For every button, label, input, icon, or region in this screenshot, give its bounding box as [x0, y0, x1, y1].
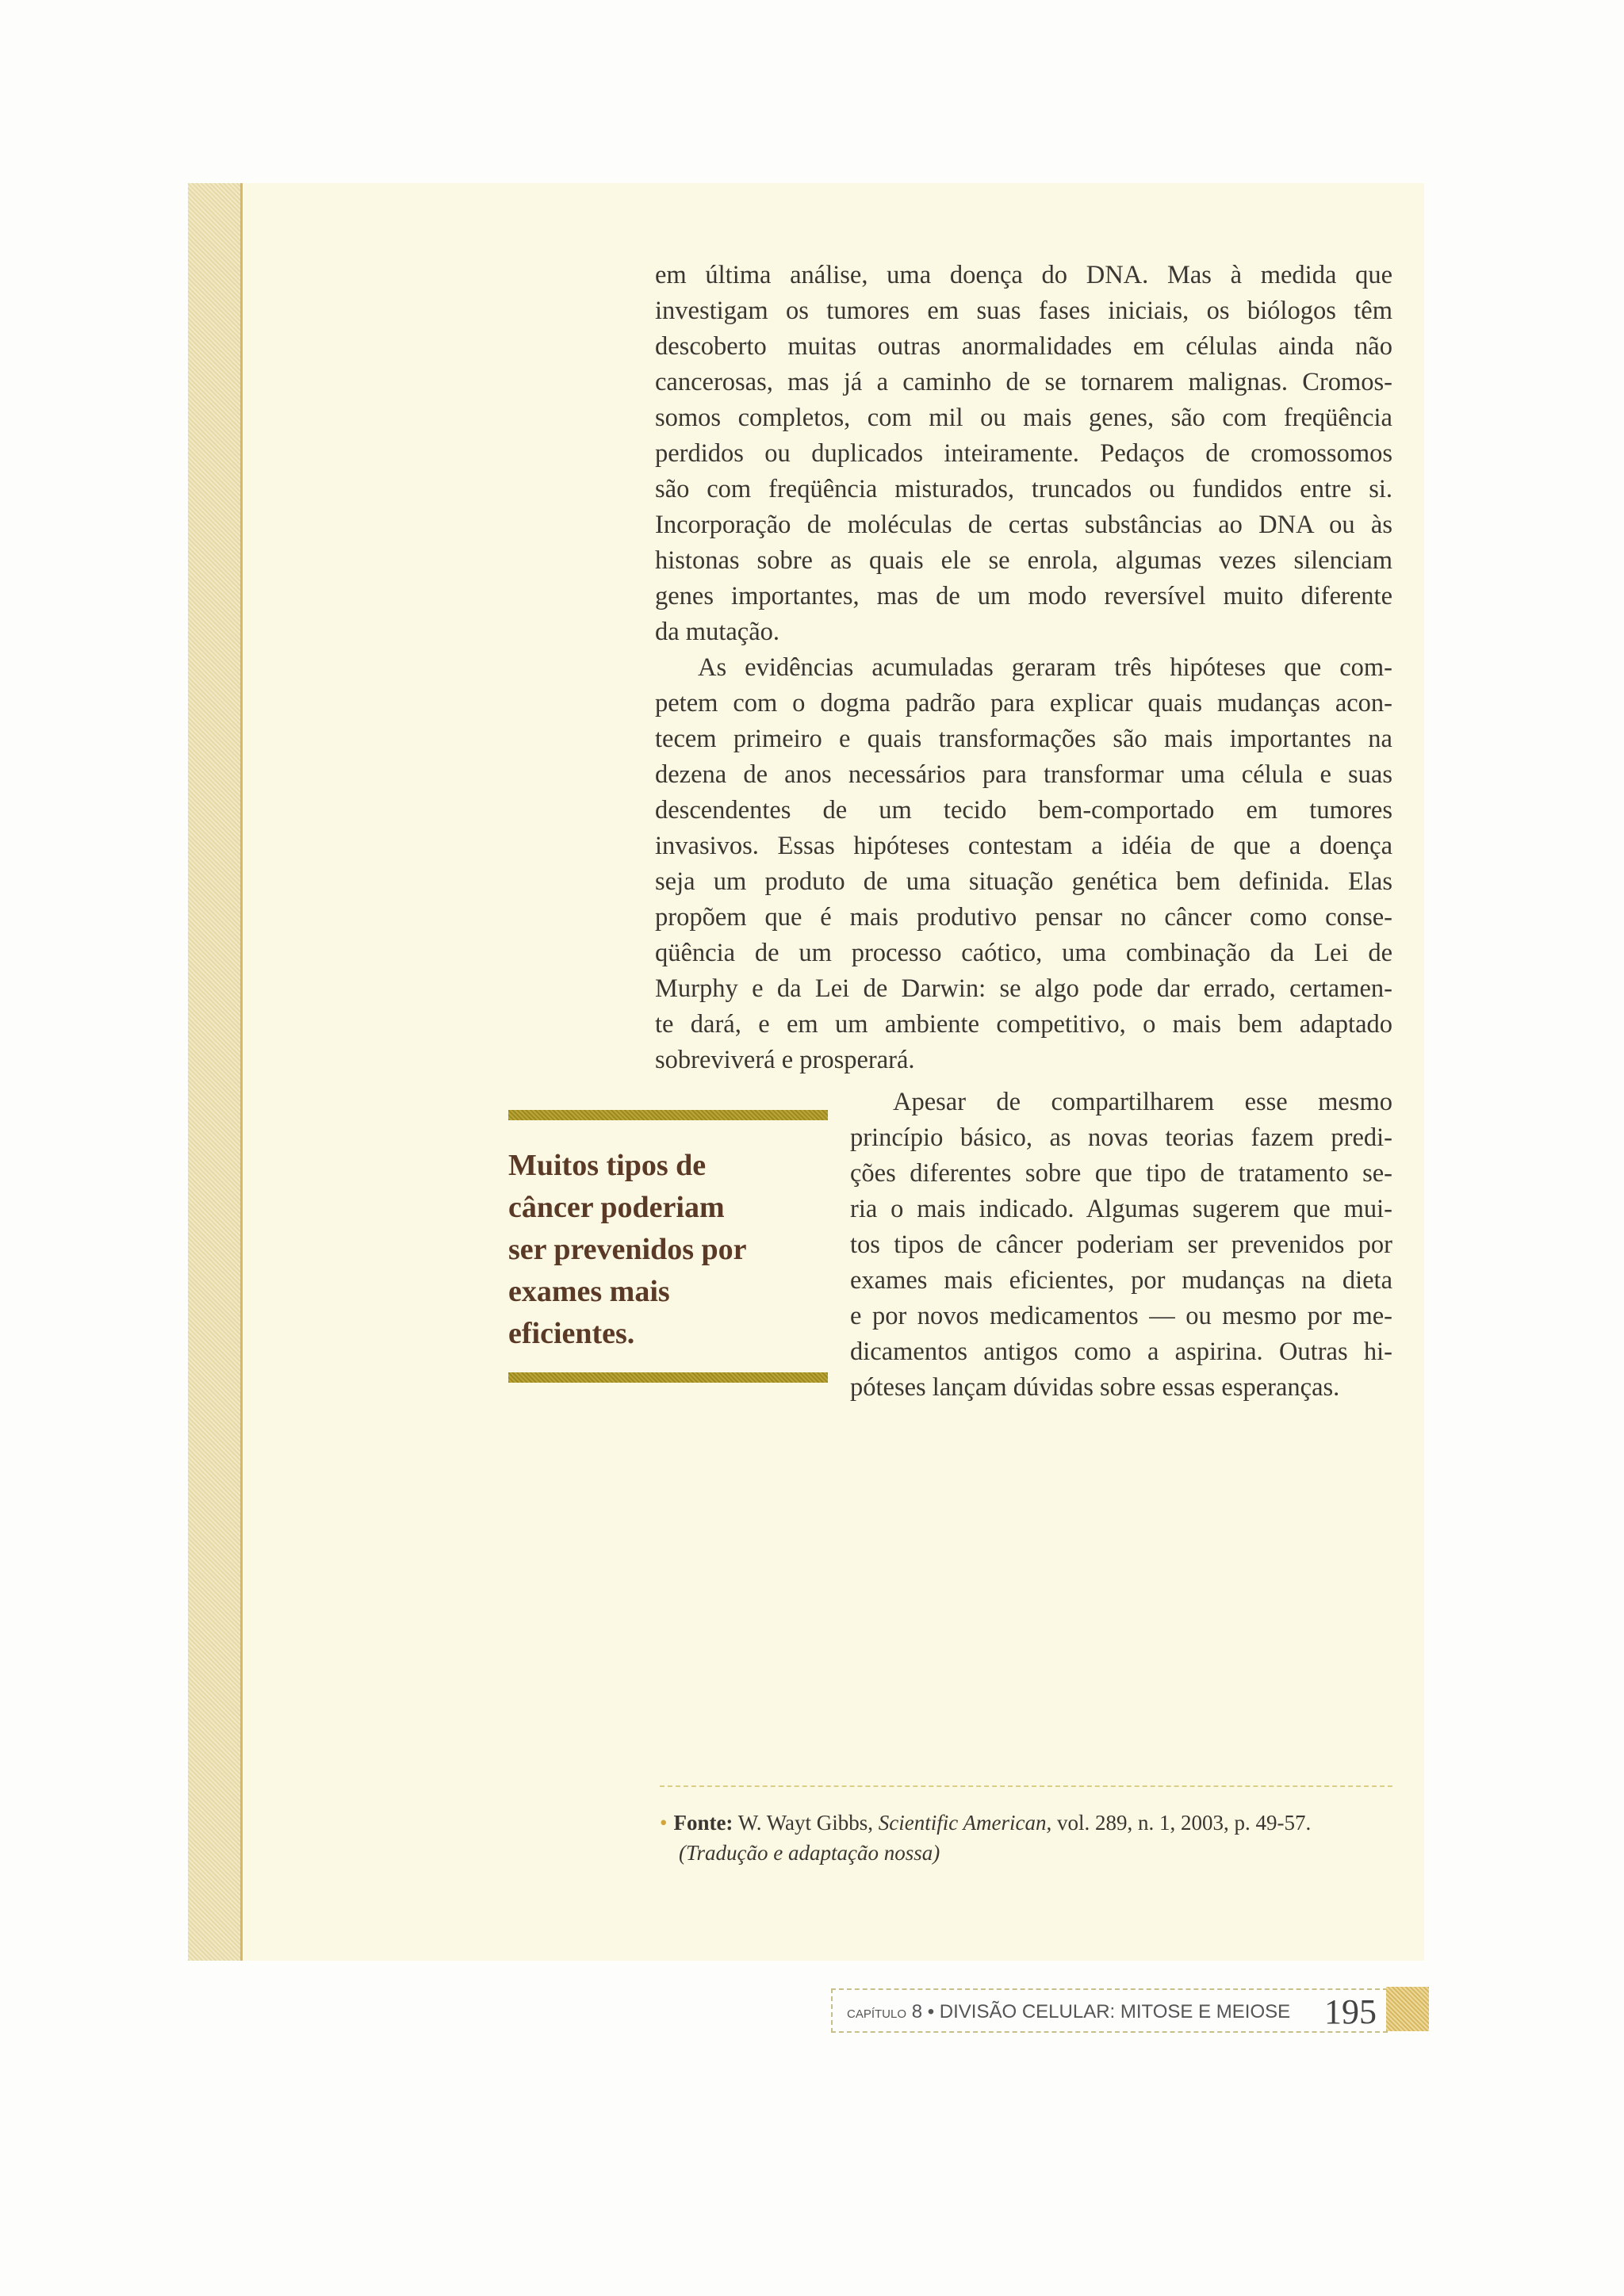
footer-separator: • [927, 2001, 935, 2022]
text-line: perdidos ou duplicados inteiramente. Pedaços de cromossomos [655, 439, 1392, 468]
pull-quote [508, 1145, 841, 1355]
text-line: petem com o dogma padrão para explicar quais mudanças acon- [655, 689, 1392, 718]
text-line: investigam os tumores em suas fases iniciais, os biólogos têm [655, 297, 1392, 325]
text-line: seja um produto de uma situação genética bem definida. Elas [655, 867, 1392, 896]
bullet-icon: • [660, 1811, 668, 1835]
source-divider [660, 1785, 1392, 1787]
text-line: genes importantes, mas de um modo reversível muito diferente [655, 582, 1392, 610]
pull-quote-bottom-bar [508, 1372, 828, 1383]
text-line: exames mais eficientes, por mudanças na dieta [850, 1266, 1392, 1295]
text-line: descendentes de um tecido bem-comportado em tumores [655, 796, 1392, 825]
source-note: (Tradução e adaptação nossa) [679, 1841, 940, 1865]
decorative-side-stripe [188, 183, 243, 1961]
pull-quote-line: câncer poderiam [508, 1191, 725, 1224]
text-line: póteses lançam dúvidas sobre essas esperanças. [850, 1373, 1340, 1402]
pull-quote-line: exames mais [508, 1275, 670, 1308]
text-line: dicamentos antigos como a aspirina. Outras hi- [850, 1337, 1392, 1366]
article-column-secondary [850, 1085, 1392, 1406]
pull-quote-top-bar [508, 1110, 828, 1120]
text-line: somos completos, com mil ou mais genes, são com freqüência [655, 404, 1392, 432]
page-footer [831, 1988, 1388, 2033]
text-line: cancerosas, mas já a caminho de se tornarem malignas. Cromos- [655, 368, 1392, 396]
source-details: vol. 289, n. 1, 2003, p. 49-57. [1057, 1811, 1312, 1835]
pull-quote-line: eficientes. [508, 1317, 635, 1350]
chapter-number: 8 [911, 2001, 923, 2022]
text-line: sobreviverá e prosperará. [655, 1046, 915, 1074]
footer-decorative-stripe [1386, 1987, 1429, 2031]
article-column-main [655, 258, 1392, 1078]
text-line: qüência de um processo caótico, uma combinação da Lei de [655, 939, 1392, 967]
text-line: invasivos. Essas hipóteses contestam a idéia de que a doença [655, 832, 1392, 860]
source-citation [660, 1808, 1311, 1868]
text-line: As evidências acumuladas geraram três hipóteses que com- [698, 653, 1392, 682]
text-line: e por novos medicamentos — ou mesmo por me- [850, 1302, 1392, 1330]
text-line: descoberto muitas outras anormalidades em células ainda não [655, 332, 1392, 361]
text-line: ria o mais indicado. Algumas sugerem que mui- [850, 1195, 1392, 1223]
text-line: dezena de anos necessários para transformar uma célula e suas [655, 760, 1392, 789]
text-line: histonas sobre as quais ele se enrola, algumas vezes silenciam [655, 546, 1392, 575]
text-line: tecem primeiro e quais transformações são mais importantes na [655, 725, 1392, 753]
chapter-title: DIVISÃO CELULAR: MITOSE E MEIOSE [939, 2001, 1291, 2022]
text-line: Apesar de compartilharem esse mesmo [893, 1088, 1392, 1116]
page-number: 195 [1324, 1992, 1377, 2031]
chapter-label: CAPÍTULO [847, 2007, 907, 2021]
text-line: tos tipos de câncer poderiam ser prevenidos por [850, 1230, 1392, 1259]
text-line: te dará, e em um ambiente competitivo, o mais bem adaptado [655, 1010, 1392, 1039]
text-line: propõem que é mais produtivo pensar no câncer como conse- [655, 903, 1392, 932]
source-label: Fonte: [673, 1811, 733, 1835]
text-line: ções diferentes sobre que tipo de tratamento se- [850, 1159, 1392, 1188]
pull-quote-line: Muitos tipos de [508, 1149, 707, 1182]
source-author: W. Wayt Gibbs, [737, 1811, 874, 1835]
text-line: em última análise, uma doença do DNA. Mas à medida que [655, 261, 1392, 289]
source-publication: Scientific American, [878, 1811, 1052, 1835]
text-line: Incorporação de moléculas de certas substâncias ao DNA ou às [655, 511, 1392, 539]
text-line: são com freqüência misturados, truncados ou fundidos entre si. [655, 475, 1392, 503]
pull-quote-line: ser prevenidos por [508, 1233, 747, 1266]
text-line: Murphy e da Lei de Darwin: se algo pode dar errado, certamen- [655, 974, 1392, 1003]
text-line: princípio básico, as novas teorias fazem predi- [850, 1123, 1392, 1152]
text-line: da mutação. [655, 618, 780, 646]
